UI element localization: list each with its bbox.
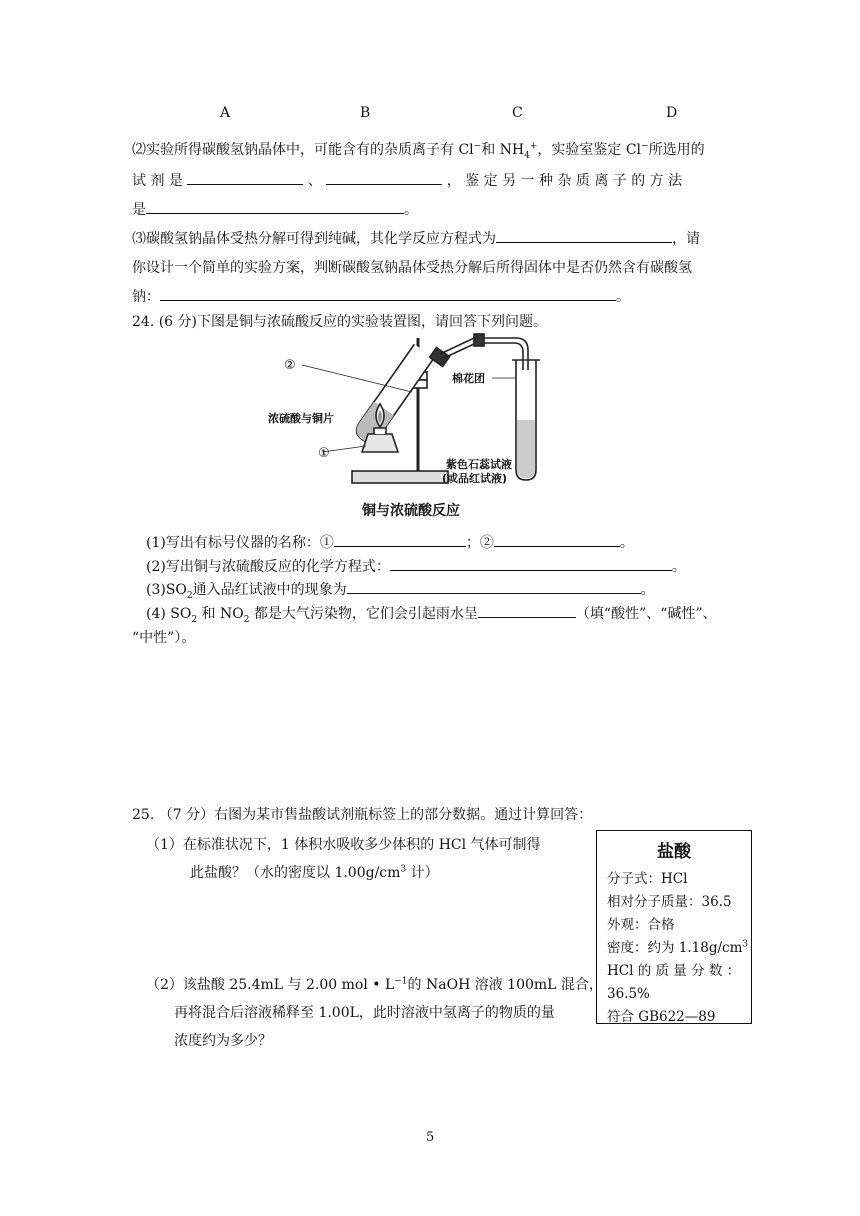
reagent-bottle-label — [596, 830, 752, 1024]
q23-p2-line1: ⑵实验所得碳酸氢钠晶体中，可能含有的杂质离子有 Cl−和 $NH_4^+$，实验室鉴定 Cl−所选用的 — [132, 141, 705, 161]
q25-s1-line1: （1）在标准状况下，1 体积水吸收多少体积的 HCl 气体可制得 — [146, 837, 541, 853]
label-density: 密度：约为 $1.18g/cm^3$ — [607, 939, 749, 956]
q25-title: 25. （7 分）右图为某市售盐酸试剂瓶标签上的部分数据。通过计算回答： — [132, 807, 593, 823]
q24-s3: $(3)SO_2$通入品红试液中的现象为 。 — [146, 579, 655, 599]
alcohol-lamp — [362, 434, 398, 452]
q23-p2-line2: 试 剂 是 、 ， 鉴 定 另 一 种 杂 质 离 子 的 方 法 — [132, 170, 682, 190]
label-circle-2: ② — [284, 358, 296, 373]
label-mass-fraction-value: 36.5% — [607, 986, 650, 1002]
q25-s1-line2: 此盐酸？（水的密度以 $1.00g/cm^3$ 计） — [190, 864, 439, 881]
q23-p3-line3: 钠： 。 — [132, 286, 630, 306]
answer-blank[interactable] — [496, 228, 672, 243]
q23-p3-line1: ⑶碳酸氢钠晶体受热分解可得到纯碱，其化学反应方程式为 ，请 — [132, 228, 700, 248]
q24-s1: (1)写出有标号仪器的名称：① ；② 。 — [146, 532, 634, 552]
option-c: C — [512, 105, 523, 121]
answer-blank[interactable] — [334, 532, 466, 547]
label-mass-fraction: HCl 的 质 量 分 数 ： — [607, 963, 741, 979]
answer-blank[interactable] — [146, 199, 404, 214]
label-litmus-alt: (或品红试液) — [442, 472, 508, 485]
label-formula: 分子式：HCl — [607, 871, 688, 887]
answer-blank[interactable] — [326, 170, 442, 185]
answer-blank[interactable] — [160, 286, 616, 301]
page-number: 5 — [426, 1130, 435, 1145]
answer-blank[interactable] — [390, 556, 672, 571]
label-circle-1: ① — [318, 446, 330, 461]
q23-p2-line3: 是 。 — [132, 199, 418, 219]
q23-p3-line2: 你设计一个简单的实验方案，判断碳酸氢钠晶体受热分解后所得固体中是否仍然含有碳酸氢 — [132, 260, 692, 276]
label-appearance: 外观：合格 — [607, 917, 675, 933]
q24-s2: (2)写出铜与浓硫酸反应的化学方程式： 。 — [146, 556, 686, 576]
q24-title: 24. (6 分)下图是铜与浓硫酸反应的实验装置图，请回答下列问题。 — [132, 314, 547, 330]
q25-s2-line3: 浓度约为多少？ — [174, 1033, 272, 1049]
option-b: B — [360, 105, 371, 121]
label-litmus: 紫色石蕊试液 — [446, 458, 512, 471]
answer-blank[interactable] — [347, 579, 641, 594]
answer-blank[interactable] — [478, 603, 576, 618]
option-d: D — [666, 105, 678, 121]
q24-s4-cont: “中性”）。 — [132, 630, 196, 646]
label-cotton: 棉花团 — [452, 372, 485, 385]
answer-blank[interactable] — [187, 170, 303, 185]
q24-s4: (4) $SO_2$ 和 $NO_2$ 都是大气污染物，它们会引起雨水呈 （填“酸性”、“碱性”、 — [146, 603, 717, 623]
q25-s2-line2: 再将混合后溶液稀释至 1.00L，此时溶液中氢离子的物质的量 — [174, 1005, 555, 1021]
label-molar-mass: 相对分子质量：36.5 — [607, 894, 732, 910]
q25-s2-line1: （2）该盐酸 25.4mL 与 2.00 mol • $L^{-1}$的 NaOH 溶液 100mL 混合， — [146, 976, 603, 993]
figure-caption: 铜与浓硫酸反应 — [362, 503, 460, 519]
label-title: 盐酸 — [657, 842, 691, 862]
iron-stand-base — [352, 471, 448, 483]
label-standard: 符合 GB622—89 — [607, 1009, 716, 1025]
answer-blank[interactable] — [494, 532, 620, 547]
label-acid-copper: 浓硫酸与铜片 — [268, 412, 334, 425]
option-a: A — [220, 105, 231, 121]
